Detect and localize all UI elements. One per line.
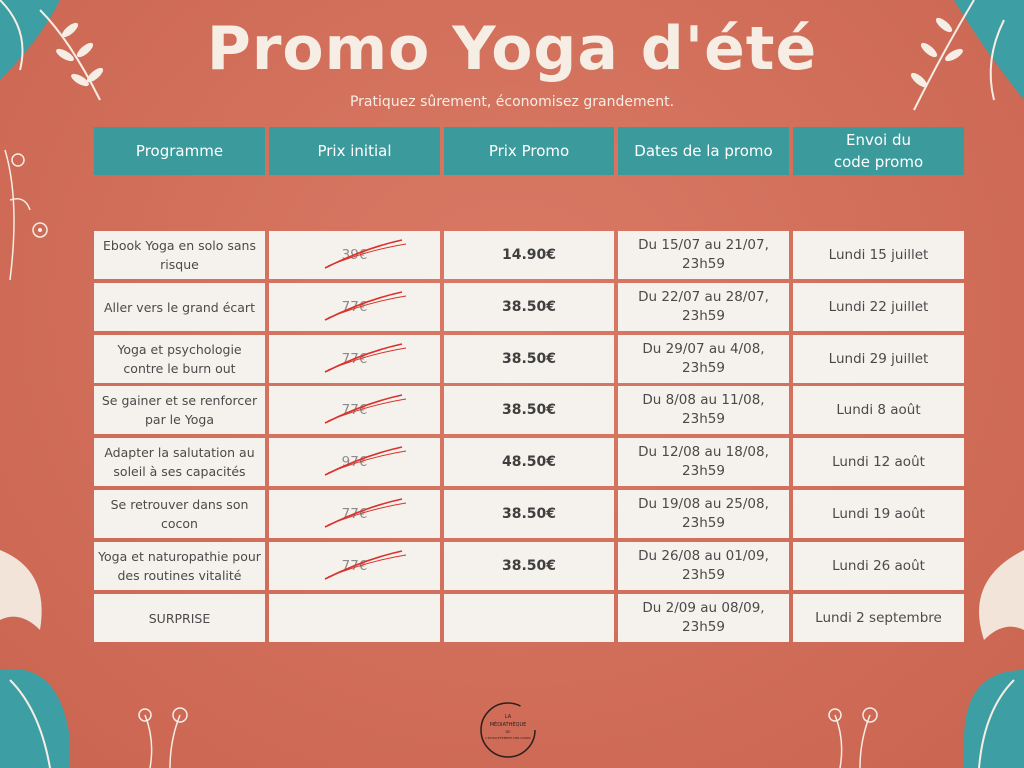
cell-programme: Adapter la salutation au soleil à ses capacités [94,438,265,486]
cell-envoi: Lundi 2 septembre [793,594,964,642]
old-price: 77€ [341,505,368,522]
cell-envoi: Lundi 22 juillet [793,283,964,331]
svg-text:LA: LA [504,714,512,720]
flower-decoration-bottom-right [820,700,890,768]
cell-programme: Yoga et psychologie contre le burn out [94,335,265,383]
cell-programme: SURPRISE [94,594,265,642]
old-price: 39€ [341,246,368,263]
old-price: 77€ [341,557,368,574]
cell-dates: Du 15/07 au 21/07, 23h59 [618,231,789,279]
cell-prix-initial [269,283,440,331]
old-price: 77€ [341,298,368,315]
svg-text:DE: DE [505,730,511,734]
cell-dates: Du 2/09 au 08/09, 23h59 [618,594,789,642]
cell-programme: Se gainer et se renforcer par le Yoga [94,386,265,434]
cell-prix-initial [269,542,440,590]
cell-programme: Ebook Yoga en solo sans risque [94,231,265,279]
cell-prix-initial [269,335,440,383]
cell-dates: Du 19/08 au 25/08, 23h59 [618,490,789,538]
header-prix-initial: Prix initial [269,127,440,175]
cell-prix-initial [269,231,440,279]
svg-text:L'ÉCHAUFFEMENT DES CORPS: L'ÉCHAUFFEMENT DES CORPS [485,736,531,740]
cell-dates: Du 22/07 au 28/07, 23h59 [618,283,789,331]
old-price: 77€ [341,350,368,367]
flower-decoration-bottom-left [130,700,200,768]
flower-decoration-left [0,140,60,290]
cell-envoi: Lundi 12 août [793,438,964,486]
page-subtitle: Pratiquez sûrement, économisez grandement. [349,94,675,110]
header-envoi-line2: code promo [833,153,924,171]
old-price: 97€ [341,453,368,470]
cell-envoi: Lundi 19 août [793,490,964,538]
cell-programme: Se retrouver dans son cocon [94,490,265,538]
mediatheque-logo [478,700,538,760]
cell-programme: Yoga et naturopathie pour des routines vitalité [94,542,265,590]
cell-prix-initial [269,594,440,642]
cell-prix-promo: 38.50€ [444,542,614,590]
cell-dates: Du 26/08 au 01/09, 23h59 [618,542,789,590]
header-programme: Programme [94,127,265,175]
cell-dates: Du 29/07 au 4/08, 23h59 [618,335,789,383]
cell-prix-promo: 38.50€ [444,335,614,383]
cell-programme: Aller vers le grand écart [94,283,265,331]
header-prix-promo: Prix Promo [444,127,614,175]
header-envoi [793,127,964,175]
header-dates: Dates de la promo [618,127,789,175]
header-envoi-line1: Envoi du [845,131,911,149]
cell-dates: Du 12/08 au 18/08, 23h59 [618,438,789,486]
cell-prix-promo: 38.50€ [444,283,614,331]
cell-envoi: Lundi 8 août [793,386,964,434]
cell-prix-initial [269,490,440,538]
cell-envoi: Lundi 15 juillet [793,231,964,279]
cell-prix-initial [269,386,440,434]
cell-prix-promo: 38.50€ [444,386,614,434]
cell-envoi: Lundi 29 juillet [793,335,964,383]
cell-prix-promo [444,594,614,642]
page-title: Promo Yoga d'été [206,14,818,84]
cell-prix-promo: 48.50€ [444,438,614,486]
cell-envoi: Lundi 26 août [793,542,964,590]
old-price: 77€ [341,401,368,418]
cell-prix-promo: 14.90€ [444,231,614,279]
cell-prix-promo: 38.50€ [444,490,614,538]
cell-prix-initial [269,438,440,486]
cell-dates: Du 8/08 au 11/08, 23h59 [618,386,789,434]
svg-text:MÉDIATHÈQUE: MÉDIATHÈQUE [489,722,527,728]
